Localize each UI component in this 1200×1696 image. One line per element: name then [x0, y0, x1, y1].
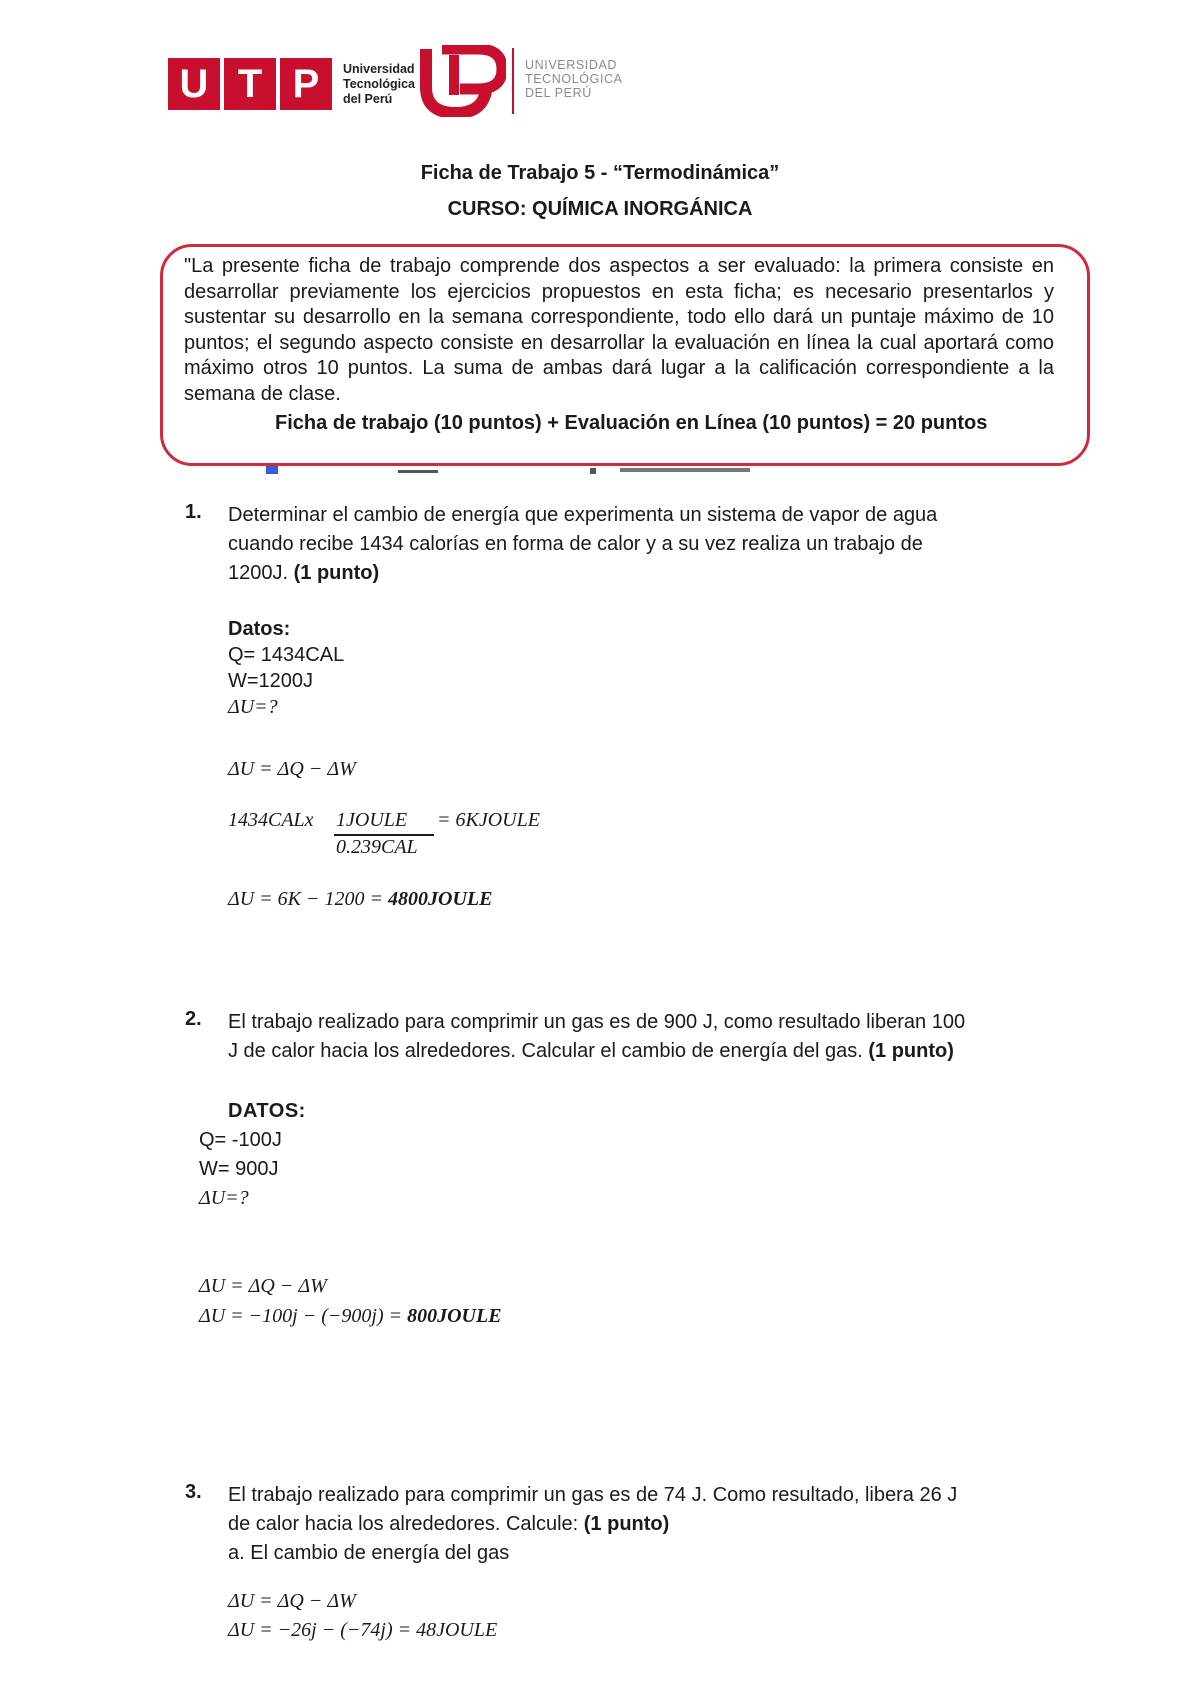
result-value: 800JOULE — [407, 1305, 502, 1327]
conversion-result: = 6KJOULE — [437, 809, 540, 831]
logo-full-line: TECNOLÓGICA — [525, 72, 623, 86]
data-w: W= 900J — [199, 1158, 279, 1180]
problem-number: 2. — [185, 1008, 202, 1030]
logo-full-line: UNIVERSIDAD — [525, 58, 618, 72]
sub-item-a: a. El cambio de energía del gas — [228, 1542, 510, 1564]
data-label: Datos: — [228, 618, 291, 640]
logo-letter-u: U — [168, 58, 220, 110]
problem-text-line: 1200J. — [228, 562, 289, 584]
logo-full-name — [525, 58, 623, 100]
document-title: Ficha de Trabajo 5 - “Termodinámica” — [420, 162, 780, 184]
data-delta-u: ΔU=? — [228, 696, 278, 718]
data-w: W=1200J — [228, 670, 314, 692]
utp-emblem-icon — [420, 45, 506, 122]
logo-university-name — [343, 62, 415, 107]
notice-text: "La presente ficha de trabajo comprende dos aspectos a ser evaluado: la primera consiste en desarrollar previamente los ejercicios propuestos en esta ficha; es necesario presentarlos y sustentar su desarrollo en la semana correspondiente, todo ello dará un puntaje máximo de 10 puntos; el segundo aspecto consiste en desarrollar la evaluación en línea la cual aportará como máximo otros 10 puntos. La suma de ambas dará lugar a la calificación correspondiente a la semana de clase. — [184, 255, 1054, 405]
course-title: CURSO: QUÍMICA INORGÁNICA — [447, 198, 753, 220]
conversion-denominator: 0.239CAL — [336, 836, 418, 858]
problem-text-line: J de calor hacia los alrededores. Calcular el cambio de energía del gas. — [228, 1040, 863, 1062]
problem-text-line: cuando recibe 1434 calorías en forma de calor y a su vez realiza un trabajo de — [228, 533, 923, 555]
conversion-left: 1434CALx — [228, 809, 314, 831]
problem-text-line: El trabajo realizado para comprimir un gas es de 900 J, como resultado liberan 100 — [228, 1011, 966, 1033]
problem-2-text — [228, 1008, 965, 1066]
first-law-formula: ΔU = ΔQ − ΔW — [228, 1590, 356, 1612]
result-line — [199, 1302, 502, 1331]
result-line: ΔU = −26j − (−74j) = 48JOULE — [228, 1619, 498, 1641]
logo-full-line: DEL PERÚ — [525, 86, 592, 100]
result-line — [228, 885, 492, 914]
notice-formula: Ficha de trabajo (10 puntos) + Evaluación en Línea (10 puntos) = 20 puntos — [275, 412, 988, 434]
data-q: Q= -100J — [199, 1129, 282, 1151]
logo-divider — [512, 48, 514, 114]
logo-text-line: Universidad — [343, 62, 415, 76]
first-law-formula: ΔU = ΔQ − ΔW — [199, 1275, 327, 1297]
logo-letter-p: P — [280, 58, 332, 110]
conversion-numerator: 1JOULE — [336, 809, 408, 831]
result-expression: ΔU = 6K − 1200 = — [228, 888, 384, 910]
clipped-underlying-text — [260, 462, 760, 476]
data-label: DATOS: — [228, 1100, 306, 1122]
problem-3-text — [228, 1481, 957, 1568]
utp-logo-boxes — [168, 58, 336, 110]
data-delta-u: ΔU=? — [199, 1187, 249, 1209]
problem-number: 1. — [185, 501, 202, 523]
problem-number: 3. — [185, 1481, 202, 1503]
logo-text-line: Tecnológica — [343, 77, 416, 91]
problem-points: (1 punto) — [293, 562, 380, 584]
problem-points: (1 punto) — [583, 1513, 670, 1535]
result-value: 4800JOULE — [388, 888, 493, 910]
problem-text-line: Determinar el cambio de energía que experimenta un sistema de vapor de agua — [228, 504, 938, 526]
problem-points: (1 punto) — [868, 1040, 954, 1062]
logo-text-line: del Perú — [343, 92, 393, 106]
logo-letter-t: T — [224, 58, 276, 110]
first-law-formula: ΔU = ΔQ − ΔW — [228, 758, 356, 780]
problem-text-line: El trabajo realizado para comprimir un gas es de 74 J. Como resultado, libera 26 J — [228, 1484, 958, 1506]
problem-1-text — [228, 501, 937, 588]
result-expression: ΔU = −100j − (−900j) = — [199, 1305, 403, 1327]
problem-text-line: de calor hacia los alrededores. Calcule: — [228, 1513, 579, 1535]
data-q: Q= 1434CAL — [228, 644, 345, 666]
